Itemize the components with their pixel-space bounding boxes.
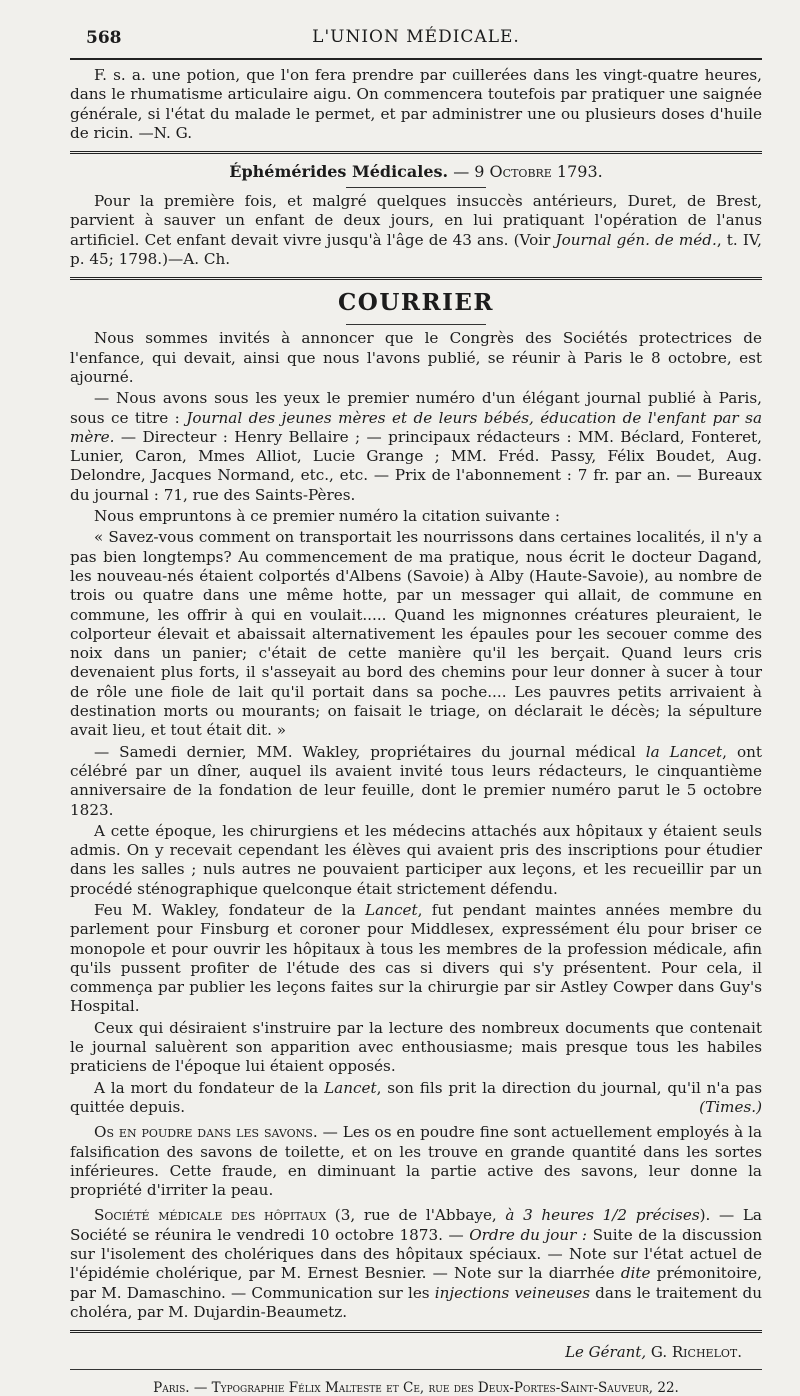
lancet-title: Lancet <box>324 1078 377 1097</box>
lancet-title: la Lancet <box>645 742 723 761</box>
section-divider <box>70 151 762 154</box>
courrier-title: COURRIER <box>337 289 495 317</box>
printer-imprint: Paris. — Typographie Félix Malteste et Ce, rue des Deux-Portes-Saint-Sauveur, 22. <box>153 1380 679 1396</box>
courrier-paragraph <box>70 1079 762 1118</box>
courrier-text: A la mort du fondateur de la <box>94 1078 325 1097</box>
ephemerides-date: — 9 Octobre 1793. <box>453 162 603 182</box>
quotation-paragraph: « Savez-vous comment on transportait les nourrissons dans certaines localités, il n'y a pas bien longtemps? Au commencement de ma pratique, nous écrit le docteur Dagand, les nouveau-nés étaient colportés d'Albens (Savoie) à Alby (Haute-Savoie), au nombre de trois ou quatre dans une même hotte, par un messager qui allait, de commune en commune, les offrir à qui en voulait..... Quand les mignonnes créatures pleuraient, le colporteur élevait et abaissait alternativement les épaules pour les secouer comme des noix dans un panier; c'était de cette manière qu'il les berçait. Quand leurs cris devenaient plus forts, il s'asseyait au bord des chemins pour leur donner à sucer à tour de rôle une fiole de lait qu'il portait dans sa poche.... Les pauvres petits arrivaient à destination morts ou mourants; on faisait le triage, on déclarait le décès; la sépulture avait lieu, et tout était dit. » <box>70 528 762 740</box>
courrier-paragraph: A cette époque, les chirurgiens et les médecins attachés aux hôpitaux y étaient seuls admis. On y recevait cependant les élèves qui avaient pris des inscriptions pour étudier dans les salles ; nuls autres ne pouvaient participer aux leçons, et les recueillir par un procédé sténographique quelconque était strictement défendu. <box>70 821 762 898</box>
agenda-label: Ordre du jour : <box>469 1225 588 1244</box>
courrier-text: , ont célébré par un dîner, auquel ils avaient invité tous leurs rédacteurs, le cinquantième anniversaire de la fondation de leur feuille, dont le premier numéro parut le 5 octobre 1823. <box>70 742 763 819</box>
courrier-text: — Directeur : Henry Bellaire ; — principaux rédacteurs : MM. Béclard, Fonteret, Lunier, Caron, Mmes Alliot, Lucie Grange ; MM. Fréd. Passy, Félix Boudet, Aug. Delondre, Jacques Normand, etc., etc. — Prix de l'abonnement : 7 fr. par an. — Bureaux du journal : 71, rue des Saints-Pères. <box>70 427 762 504</box>
courrier-text: dans le traitement du choléra, par M. Dujardin-Beaumetz. <box>70 1283 763 1321</box>
courrier-paragraph: Nous sommes invités à annoncer que le Congrès des Sociétés protectrices de l'enfance, qui devait, ainsi que nous l'avons publié, se réunir à Paris le 8 octobre, est ajourné. <box>70 329 762 386</box>
courrier-text: — Samedi dernier, MM. Wakley, propriétaires du journal médical <box>94 742 646 761</box>
italic-word: dite <box>620 1264 651 1283</box>
courrier-text: , fut pendant maintes années membre du parlement pour Finsburg et coroner pour Middlesex, expressément élu pour briser ce monopole et pour ouvrir les hôpitaux à tous les membres de la profession médicale, afin qu'ils pussent profiter de l'étude des cas si divers qui s'y présentent. Pour cela, il commença par publier les leçons faites sur la chirurgie par sir Astley Cowper dans Guy's Hospital. <box>70 900 762 1016</box>
courrier-paragraph <box>70 743 762 820</box>
page-number: 568 <box>86 28 122 48</box>
header-rule <box>70 58 762 60</box>
ephemerides-ref-title: Journal gén. de méd. <box>555 230 717 249</box>
signature <box>70 1343 742 1361</box>
courrier-text: , son fils prit la direction du journal, qu'il n'a pas quittée depuis. <box>70 1078 763 1116</box>
courrier-paragraph: Ceux qui désiraient s'instruire par la lecture des nombreux documents que contenait le journal saluèrent son apparition avec enthousiasme; mais presque tous les habiles praticiens de l'époque lui étaient opposés. <box>70 1018 762 1076</box>
courrier-text: — Nous avons sous les yeux le premier numéro d'un élégant journal publié à Paris, sous ce titre : <box>70 389 762 427</box>
signature-name: G. Richelot. <box>650 1343 742 1362</box>
footer-rule <box>70 1369 762 1370</box>
section-divider <box>70 1330 762 1333</box>
courrier-text: prémonitoire, par M. Damaschino. — Communication sur les <box>70 1264 762 1302</box>
courrier-text: — Les os en poudre fine sont actuellement employés à la falsification des savons de toilette, et on les trouve en grande quantité dans les sortes inférieures. Cette fraude, en diminuant la partie active des savons, leur donne la propriété d'irriter la peau. <box>70 1123 762 1200</box>
ephemerides-text-b: , t. IV, p. 45; 1798.)—A. Ch. <box>70 230 762 269</box>
journal-title: L'UNION MÉDICALE. <box>312 27 520 47</box>
courrier-paragraph <box>70 1206 762 1322</box>
page-header <box>70 12 762 50</box>
item-heading: Société médicale des hôpitaux <box>94 1206 327 1225</box>
courrier-paragraph <box>70 1123 762 1200</box>
courrier-text: Feu M. Wakley, fondateur de la <box>94 900 366 919</box>
italic-phrase: injections veineuses <box>434 1283 591 1302</box>
courrier-paragraph <box>70 389 762 505</box>
courrier-text: ). — La Société se réunira le vendredi 10 octobre 1873. — <box>70 1206 762 1244</box>
ephemerides-text <box>70 192 762 269</box>
source-citation: (Times.) <box>699 1097 762 1116</box>
ephemerides-heading <box>70 162 762 181</box>
meeting-time: à 3 heures 1/2 précises <box>505 1206 700 1225</box>
lancet-title: Lancet <box>365 900 418 919</box>
courrier-paragraph: Nous empruntons à ce premier numéro la citation suivante : <box>94 507 560 526</box>
courrier-paragraph <box>70 901 762 1017</box>
section-divider <box>70 277 762 280</box>
courrier-text: (3, rue de l'Abbaye, <box>326 1206 506 1225</box>
short-rule <box>346 187 486 188</box>
signature-label: Le Gérant, <box>565 1343 647 1362</box>
courrier-text: Suite de la discussion sur l'isolement des cholériques dans des hôpitaux spéciaux. — Note sur l'état actuel de l'épidémie cholérique, par M. Ernest Besnier. — Note sur la diarrhée <box>70 1225 762 1283</box>
ephemerides-title: Éphémérides Médicales. <box>229 162 449 182</box>
prescription-text: F. s. a. une potion, que l'on fera prendre par cuillerées dans les vingt-quatre heures, dans le rhumatisme articulaire aigu. On commencera toutefois par pratiquer une saignée générale, si l'état du malade le permet, et par administrer une ou plusieurs doses d'huile de ricin. —N. G. <box>70 66 762 142</box>
item-heading: Os en poudre dans les savons. <box>94 1123 318 1142</box>
short-rule <box>346 324 486 325</box>
ephemerides-text-a: Pour la première fois, et malgré quelques insuccès antérieurs, Duret, de Brest, parvient à sauver un enfant de deux jours, en lui pratiquant l'opération de l'anus artificiel. Cet enfant devait vivre jusqu'à l'âge de 43 ans. (Voir <box>70 192 762 249</box>
journal-title-italic: Journal des jeunes mères et de leurs bébés, éducation de l'enfant par sa mère. <box>70 408 762 446</box>
